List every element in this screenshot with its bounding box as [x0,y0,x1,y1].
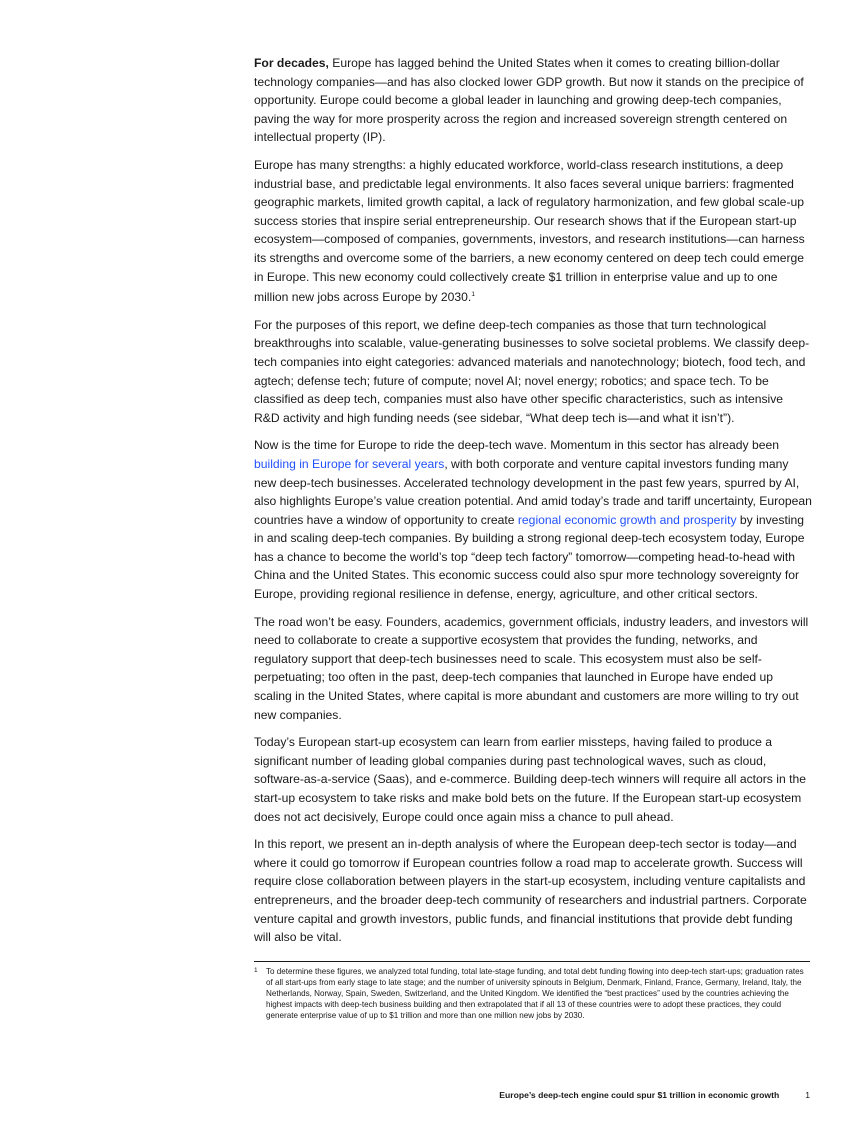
paragraph-text: In this report, we present an in-depth analysis of where the European deep-tech sector is today—and where it could go tomorrow if European countries follow a road map to accelerate growth. Success will require close collaboration between players in the start-up ecosystem, including venture capitalists and entrepreneurs, and the broader deep-tech community of researchers and industrial partners. Corporate venture capital and growth investors, public funds, and financial institutions that provide debt funding will also be vital. [254,837,807,945]
footer-title: Europe’s deep-tech engine could spur $1 trillion in economic growth [499,1090,780,1100]
paragraph-text: The road won’t be easy. Founders, academics, government officials, industry leaders, and investors will need to collaborate to create a supportive ecosystem that provides the funding, networks, and regulatory support that deep-tech businesses need to scale. This ecosystem must also be self-perpetuating; too often in the past, deep-tech companies that launched in Europe have ended up scaling in the United States, where capital is more abundant and customers are more willing to try out new companies. [254,614,809,722]
link-regional-growth[interactable]: regional economic growth and prosperity [517,512,737,527]
paragraph-momentum [254,436,812,603]
paragraph-text: , with both corporate and venture capital investors funding many new deep-tech businesses. Accelerated technology development in the past few years, spurred by AI, also highlights Europe’s value creation potential. And amid today’s trade and tariff uncertainty, European countries have a window of opportunity to create [254,456,812,527]
footnote-reference[interactable]: 1 [471,291,475,299]
footnote-item [254,966,810,1021]
footnote-text: To determine these figures, we analyzed total funding, total late-stage funding, and total debt funding flowing into deep-tech start-ups; graduation rates of all start-ups from early stage to late stage; and the number of university spinouts in Belgium, Denmark, Finland, France, Germany, Ireland, Italy, the Netherlands, Norway, Spain, Sweden, Switzerland, and the United Kingdom. We identified the “best practices” used by the countries achieving the highest impacts with deep-tech business building and then extrapolated that if all 13 of these countries were to adopt these practices, they could generate enterprise value of up to $1 trillion and more than one million new jobs by 2030. [266,967,804,1021]
paragraph-text: For the purposes of this report, we define deep-tech companies as those that turn technological breakthroughs into scalable, value-generating businesses to solve societal problems. We classify deep-tech companies into eight categories: advanced materials and nanotechnology; biotech, food tech, and agtech; defense tech; future of compute; novel AI; novel energy; robotics; and space tech. To be classified as deep tech, companies must also have other specific characteristics, such as intensive R&D activity and high funding needs (see sidebar, “What deep tech is—and what it isn’t”). [254,317,810,425]
paragraph-definition [254,316,812,428]
page-footer [254,1090,810,1100]
lead-in: For decades, [254,56,329,70]
paragraph-missteps [254,733,812,826]
paragraph-text: Today’s European start-up ecosystem can learn from earlier missteps, having failed to produce a significant number of leading global companies during past technological waves, such as cloud, software-as-a-service (Saas), and e-commerce. Building deep-tech winners will require all actors in the start-up ecosystem to take risks and make bold bets on the future. If the European start-up ecosystem does not act decisively, Europe could once again miss a chance to pull ahead. [254,735,806,824]
paragraph-report [254,835,812,947]
article-body [254,54,812,956]
paragraph-strengths [254,156,812,307]
paragraph-intro [254,54,812,147]
paragraph-text: by investing in and scaling deep-tech companies. By building a strong regional deep-tech ecosystem today, Europe has a chance to become the world’s top “deep tech factory” tomorrow—competing head-to-head with China and the United States. This economic success could also spur more technology sovereignty for Europe, providing regional resilience in defense, energy, agriculture, and other critical sectors. [254,512,805,602]
paragraph-road [254,613,812,725]
paragraph-text: Now is the time for Europe to ride the deep-tech wave. Momentum in this sector has already been [254,438,780,453]
paragraph-text: Europe has lagged behind the United States when it comes to creating billion-dollar technology companies—and has also clocked lower GDP growth. But now it stands on the precipice of opportunity. Europe could become a global leader in launching and growing deep-tech companies, paving the way for more prosperity across the region and increased sovereign strength centered on intellectual property (IP). [254,56,804,145]
footnote-mark: 1 [254,967,258,974]
paragraph-text: Europe has many strengths: a highly educated workforce, world-class research institutions, a deep industrial base, and predictable legal environments. It also faces several unique barriers: fragmented geographic markets, limited growth capital, a lack of regulatory harmonization, and few global scale-up success stories that inspire serial entrepreneurship. Our research shows that if the European start-up ecosystem—composed of companies, governments, investors, and research institutions—can harness its strengths and overcome some of the barriers, a new economy centered on deep tech could emerge in Europe. This new economy could collectively create $1 trillion in enterprise value and up to one million new jobs across Europe by 2030. [254,157,805,305]
link-building-in-europe[interactable]: building in Europe for several years [254,456,445,471]
page-number: 1 [805,1090,810,1100]
footnotes [254,961,810,1021]
